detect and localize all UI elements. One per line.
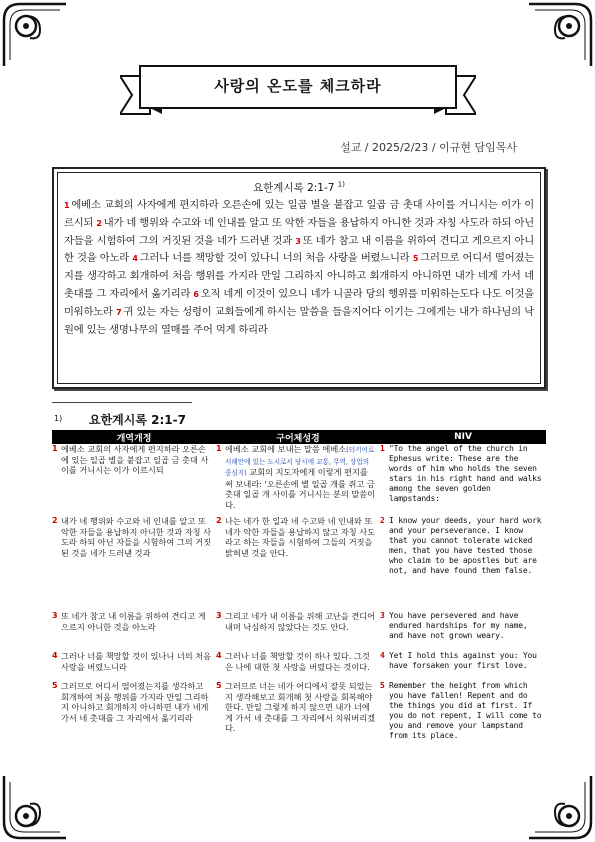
- verse-number: 2: [380, 516, 385, 525]
- corner-ornament-bottom-right: [525, 772, 595, 842]
- verse-text: Yet I hold this against you: You have forsaken your first love.: [389, 651, 537, 670]
- header-niv: NIV: [380, 430, 546, 444]
- verse-text: 에베소 교회의 사자에게 편지하라 오른손에 있는 일곱 별을 붙잡고 일곱 금 촛대 사이를 거니시는 이가 이르시되: [64, 199, 534, 229]
- verse-text: 내가 네 행위와 수고와 네 인내를 알고 또 악한 자들을 용납하지 아니한 것과 자칭 사도라 하되 아닌 자들을 시험하여 그의 거짓된 것을 네가 드러낸 것과: [64, 216, 534, 247]
- passage-reference: [64, 180, 534, 195]
- verse-number: 3: [380, 611, 385, 620]
- cell-colloquial: [216, 681, 380, 763]
- verse-text: 그리고 네가 내 이름을 위해 고난을 견디어내며 낙심하지 않았다는 것도 안다.: [225, 611, 376, 632]
- footnote-divider: [52, 402, 192, 403]
- cell-niv: [380, 516, 546, 611]
- cell-niv: [380, 444, 546, 516]
- verse-text: 그러나 너를 책망할 것이 하나 있다. 그것은 나에 대한 첫 사랑을 버렸다는 것이다.: [225, 651, 370, 672]
- verse-number: 3: [295, 236, 301, 246]
- cell-krv: [52, 651, 216, 681]
- verse-number: 4: [52, 651, 58, 660]
- verse-text: 그러나 너를 책망할 것이 있나니 너의 처음 사랑을 버렸느니라: [61, 651, 212, 672]
- verse-text: 그러므로 어디서 떨어졌는지를 생각하고 회개하여 처음 행위를 가지라 만일 그리하지 아니하고 회개하지 아니하면 내가 네게 가서 네 촛대를 그 자리에서 옮기리라: [61, 681, 209, 723]
- cell-colloquial: [216, 611, 380, 651]
- verse-number: 6: [193, 289, 199, 299]
- passage-reference-text: 요한계시록 2:1-7: [253, 182, 335, 194]
- cell-niv: [380, 651, 546, 681]
- verse-text: [225, 444, 377, 511]
- verse-number: 5: [412, 254, 419, 264]
- page-title: 사랑의 온도를 체크하라: [214, 77, 382, 95]
- verse-number: 4: [216, 651, 222, 660]
- verse-number: 2: [96, 218, 102, 228]
- verse-number: 1: [64, 201, 70, 210]
- cell-krv: [52, 516, 216, 611]
- translation-comparison-table: [52, 430, 546, 763]
- footnote-title: 요한계시록 2:1-7: [89, 413, 186, 427]
- footnote-mark: 1): [54, 414, 63, 423]
- table-row: [52, 611, 546, 651]
- ephesus-note: (터키어로 서해안에 있는 도시로서 당시에 교통, 무역, 상업의 중심지): [225, 446, 375, 478]
- verse-number: 2: [216, 516, 222, 525]
- verse-number: 7: [116, 307, 122, 317]
- table-row: [52, 651, 546, 681]
- cell-niv: [380, 681, 546, 763]
- verse-number: 1: [216, 444, 222, 453]
- cell-colloquial: [216, 516, 380, 611]
- verse-text: 내가 네 행위와 수고와 네 인내를 알고 또 악한 자들을 용납하지 아니한 것과 자칭 사도라 하되 아닌 자들을 시험하여 그의 거짓된 것을 네가 드러낸 것과: [61, 516, 212, 558]
- cell-colloquial: [216, 444, 380, 516]
- verse-text: 그러므로 너는 네가 어디에서 잘못 되었는지 생각해보고 회개해 첫 사랑을 회복해야 한다. 만일 그렇게 하지 않으면 내가 너에게 가서 네 촛대를 그 자리에서 치워버리겠다.: [225, 681, 376, 734]
- cell-krv: [52, 611, 216, 651]
- cell-colloquial: [216, 651, 380, 681]
- verse-text: 그러나 너를 책망할 것이 있나니 너의 처음 사랑을 버렸느니라: [139, 252, 410, 265]
- verse-text: 그러므로 어디서 떨어졌는지를 생각하고 회개하여 처음 행위를 가지라 만일 그리하지 아니하고 회개하지 아니하면 내가 네게 가서 네 촛대를 그 자리에서 옮기리라: [64, 252, 534, 300]
- verse-text: 나는 네가 한 일과 네 수고와 네 인내와 또 네가 악한 자들을 용납하지 않고 자칭 사도라고 하는 자들을 시험하여 그들의 거짓을 밝혀낸 것을 안다.: [225, 516, 376, 558]
- verse-text: 에베소 교회의 사자에게 편지하라 오른손에 있는 일곱 별을 붙잡고 일곱 금 촛대 사이를 거니시는 이가 이르시되: [61, 444, 209, 476]
- verse-number: 2: [52, 516, 58, 525]
- verse-text: 또 네가 참고 내 이름을 위하여 견디고 게으르지 아니한 것을 아노라: [61, 611, 206, 632]
- verse-text: 귀 있는 자는 성령이 교회들에게 하시는 말씀을 들을지어다 이기는 그에게는 내가 하나님의 낙원에 있는 생명나무의 열매를 주어 먹게 하리라: [64, 305, 534, 336]
- corner-ornament-top-left: [0, 0, 70, 70]
- header-krv: 개역개정: [52, 430, 216, 444]
- cell-niv: [380, 611, 546, 651]
- scripture-passage-box: [52, 167, 546, 389]
- cell-krv: [52, 444, 216, 516]
- table-header-row: [52, 430, 546, 444]
- verse-number: 3: [216, 611, 222, 620]
- verse-number: 1: [380, 444, 385, 453]
- sermon-byline: 설교 / 2025/2/23 / 이규현 담임목사: [340, 141, 517, 154]
- title-banner: [120, 62, 476, 122]
- corner-ornament-bottom-left: [0, 772, 70, 842]
- corner-ornament-top-right: [525, 0, 595, 70]
- verse-text: I know your deeds, your hard work and your perseverance. I know that you cannot tolerate wicked men, that you have tested those who claim to be apostles but are not, and have found them false.: [389, 516, 542, 575]
- verse-number: 3: [52, 611, 58, 620]
- colloquial-text-start: 에베소 교회에 보내는 말씀 에베소: [225, 444, 347, 454]
- verse-number: 1: [52, 444, 58, 453]
- header-colloquial: 구어체성경: [216, 430, 380, 444]
- table-row: [52, 444, 546, 516]
- cell-krv: [52, 681, 216, 763]
- verse-text: 오직 네게 이것이 있으니 네가 니골라 당의 행위를 미워하는도다 나도 이것을 미워하노라: [64, 287, 534, 318]
- verse-number: 4: [380, 651, 385, 660]
- verse-text: You have persevered and have endured hardships for my name, and have not grown weary.: [389, 611, 528, 640]
- verse-text: 또 네가 참고 내 이름을 위하여 견디고 게으르지 아니한 것을 아노라: [64, 234, 534, 265]
- verse-number: 4: [132, 254, 138, 264]
- verse-text: Remember the height from which you have fallen! Repent and do the things you did at first. If you do not repent, I will come to you and remove your lampstand from its place.: [389, 681, 542, 740]
- table-row: [52, 681, 546, 763]
- verse-number: 5: [216, 681, 222, 690]
- verse-number: 5: [52, 681, 58, 690]
- verse-text: "To the angel of the church in Ephesus write: These are the words of him who holds the seven stars in his right hand and walks among the seven golden lampstands:: [389, 444, 542, 503]
- table-row: [52, 516, 546, 611]
- passage-body: [64, 197, 534, 339]
- footnote-marker: 1): [337, 180, 345, 189]
- colloquial-text-end: 교회의 지도자에게 이렇게 편지를 써 보내라: '오른손에 별 일곱 개를 쥐고 금 촛대 일곱 개 사이를 거니시는 분의 말씀이다.: [225, 467, 376, 510]
- verse-number: 5: [380, 681, 385, 690]
